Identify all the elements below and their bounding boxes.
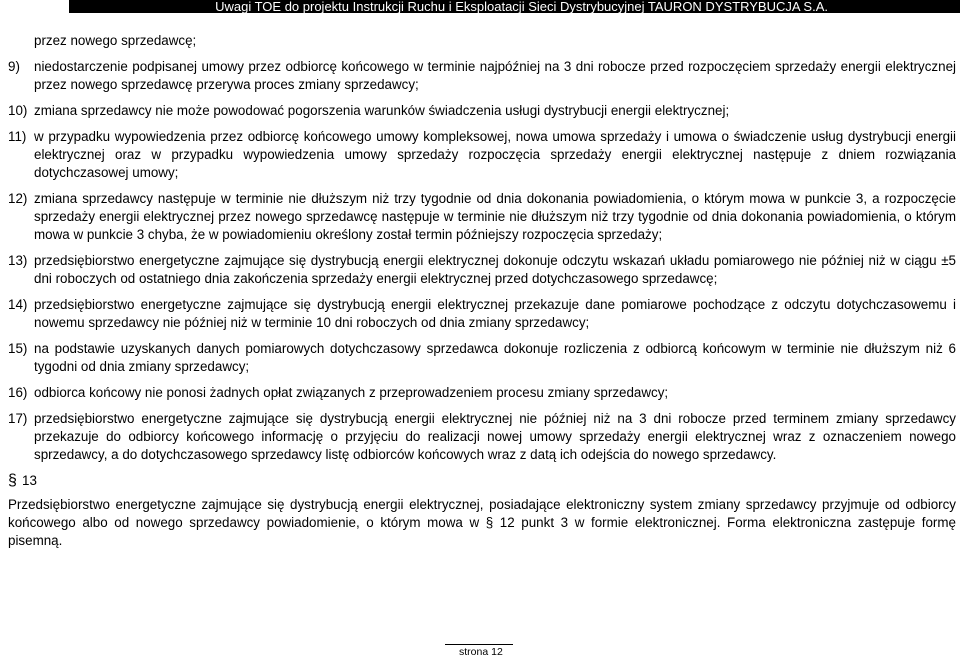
list-item bbox=[8, 190, 956, 244]
page-footer bbox=[0, 644, 960, 657]
item-text: zmiana sprzedawcy następuje w terminie nie dłuższym niż trzy tygodnie od dnia dokonania powiadomienia, o którym mowa w punkcie 3, a rozpoczęcie sprzedaży energii elektrycznej przez nowego sprzedawcę następuje w terminie nie dłuższym niż trzy tygodnie od dnia dokonania powiadomienia, o którym mowa w punkcie 3 chyba, że w powiadomieniu określony został termin późniejszy rozpoczęcia sprzedaży; bbox=[34, 191, 956, 242]
item-number: 13) bbox=[8, 253, 28, 268]
item-number: 12) bbox=[8, 191, 28, 206]
document-body bbox=[8, 32, 956, 550]
list-item bbox=[8, 410, 956, 464]
item-number: 16) bbox=[8, 385, 28, 400]
item-number: 17) bbox=[8, 411, 28, 426]
section-heading bbox=[8, 472, 956, 490]
section-sign: § bbox=[8, 472, 17, 489]
footer-divider bbox=[445, 644, 513, 645]
item-text: odbiorca końcowy nie ponosi żadnych opłat związanych z przeprowadzeniem procesu zmiany sprzedawcy; bbox=[34, 385, 669, 400]
list-item bbox=[8, 384, 956, 402]
list-item bbox=[8, 340, 956, 376]
item-number: 9) bbox=[8, 59, 20, 74]
item-text: zmiana sprzedawcy nie może powodować pogorszenia warunków świadczenia usługi dystrybucji energii elektrycznej; bbox=[34, 103, 730, 118]
list-item bbox=[8, 58, 956, 94]
item-text: przedsiębiorstwo energetyczne zajmujące się dystrybucją energii elektrycznej dokonuje odczytu wskazań układu pomiarowego nie później niż w ciągu ±5 dni roboczych od ostatniego dnia zakończenia sprzedaży energii elektrycznej przed dotychczasowego sprzedawcę; bbox=[34, 253, 956, 286]
header-title: Uwagi TOE do projektu Instrukcji Ruchu i Eksploatacji Sieci Dystrybucyjnej TAURON DYSTRYBUCJA S.A. bbox=[69, 0, 960, 13]
list-item bbox=[8, 102, 956, 120]
item-text: przedsiębiorstwo energetyczne zajmujące się dystrybucją energii elektrycznej nie później niż na 3 dni robocze przed terminem zmiany sprzedawcy przekazuje do odbiorcy końcowego informację o przyjęciu do realizacji nowej umowy sprzedaży energii elektrycznej wraz z oznaczeniem nowego sprzedawcy, a do dotychczasowego sprzedawcy listę odbiorców końcowych wraz z datą ich odejścia do nowego sprzedawcy. bbox=[34, 411, 956, 462]
list-item bbox=[8, 128, 956, 182]
page-number: strona 12 bbox=[459, 646, 503, 658]
item-text: na podstawie uzyskanych danych pomiarowych dotychczasowy sprzedawca dokonuje rozliczenia z odbiorcą końcowym w terminie nie dłuższym niż 6 tygodni od dnia zmiany sprzedawcy; bbox=[34, 341, 956, 374]
list-item bbox=[8, 252, 956, 288]
item-number: 11) bbox=[8, 129, 27, 144]
item-text: przedsiębiorstwo energetyczne zajmujące się dystrybucją energii elektrycznej przekazuje dane pomiarowe pochodzące z odczytu dotychczasowemu i nowemu sprzedawcy nie później niż w terminie 10 dni roboczych od dnia zmiany sprzedawcy; bbox=[34, 297, 956, 330]
section-paragraph: Przedsiębiorstwo energetyczne zajmujące się dystrybucją energii elektrycznej, posiadające elektroniczny system zmiany sprzedawcy przyjmuje od odbiorcy końcowego albo od nowego sprzedawcy powiadomienie, o którym mowa w § 12 punkt 3 w formie elektronicznej. Forma elektroniczna zastępuje formę pisemną. bbox=[8, 497, 956, 548]
item-number: 15) bbox=[8, 341, 28, 356]
page-header bbox=[0, 0, 960, 13]
section-number: 13 bbox=[22, 473, 37, 488]
item-text: w przypadku wypowiedzenia przez odbiorcę końcowego umowy kompleksowej, nowa umowa sprzedaży i umowa o świadczenie usług dystrybucji energii elektrycznej oraz w przypadku wypowiedzenia umowy sprzedaży rozpoczęcia sprzedaży energii elektrycznej następuje z dniem rozwiązania dotychczasowej umowy; bbox=[34, 129, 956, 180]
list-item bbox=[8, 296, 956, 332]
item-number: 10) bbox=[8, 103, 28, 118]
item-number: 14) bbox=[8, 297, 28, 312]
item-text: niedostarczenie podpisanej umowy przez odbiorcę końcowego w terminie najpóźniej na 3 dni robocze przed rozpoczęciem sprzedaży energii elektrycznej przez nowego sprzedawcę przerywa proces zmiany sprzedawcy; bbox=[34, 59, 956, 92]
intro-line: przez nowego sprzedawcę; bbox=[34, 33, 197, 48]
